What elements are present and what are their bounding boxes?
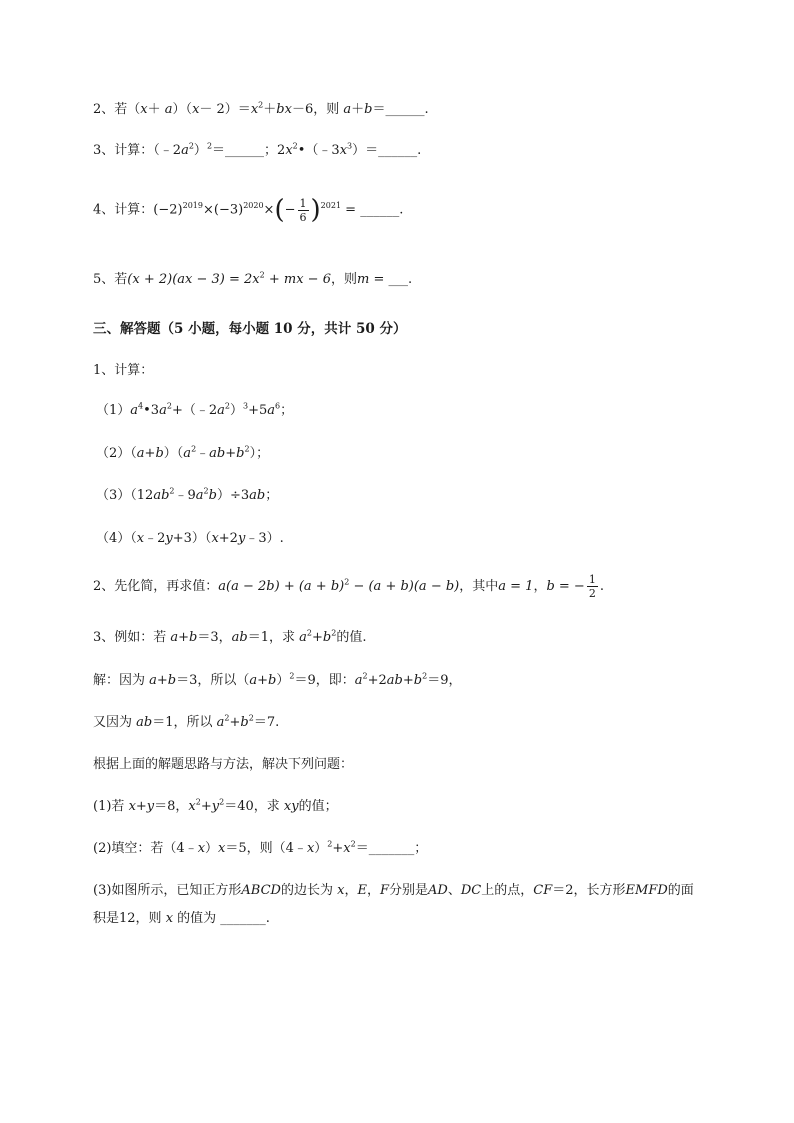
fraction-one-half: $\frac{1}{2}$ [588,573,596,600]
fill-blank-problem-5: 5、若$(x + 2)(ax - 3) = 2x^2$ + mx − 6，则m = ___. [93,270,413,287]
question-1-item-1: $(1)a^4•3a^2+(﹣2a^2)^3+5a^6$； [96,401,294,418]
question-3-line-4: 根据上面的解题思路与方法，解决下列问题： [93,757,354,772]
power-neg3: (−3) [213,202,244,218]
question-1-item-3: $(3)(12ab^2﹣9a^2b)\div 3ab$； [96,486,279,503]
question-3-line-1: 3、例如：若 a+b＝3，ab＝1，求 $a^2+b^2$的值. [93,628,367,645]
question-2: 2、先化简，再求值：$a(a - 2b) + (a + b)^2 - (a + b)(a - b)$，其中a = 1，b = − $\frac{1}{2}$ . [93,573,604,600]
fill-blank-problem-3: 3、计算：$(﹣2a^2)^2=\_\_\_\_\_\_$；$2x^2•(﹣3x^3)=\_\_\_\_\_\_$. [93,141,422,158]
fill-blank-problem-2: 2、若$(x+ a)(x- 2)=x^2+bx-6$，则 a＋b＝______. [93,100,429,117]
question-3-line-3: 又因为 ab＝1，所以 $a^2+b^2=7$. [93,713,280,730]
section-heading: 三、解答题（5 小题，每小题 10 分，共计 50 分） [93,321,407,337]
question-1-title: 1、计算： [93,363,154,378]
question-3-part-1: (1)若 x+y＝8，$x^2+y^2=40$，求 xy的值； [93,797,338,814]
question-3-part-3-cont: 积是12，则 x 的值为 _______. [93,911,270,926]
power-neg2: (−2) [153,202,183,218]
fill-blank-problem-4: 4、计算：$(-2)^{2019}\times(-3)^{2020}\times(-$ $\frac{1}{6}$ )$^{2021}$ = ______. [93,195,404,225]
question-3-part-3: (3)如图所示，已知正方形ABCD的边长为 x，E，F分别是AD、DC上的点，CF＝2，长方形EMFD的面 [93,883,694,898]
question-3-line-2: 解：因为 a+b＝3，所以$(a+b)^2=9$，即：$a^2+2ab+b^2=9$， [93,671,462,688]
question-1-item-4: （4）（x﹣2y+3）（x+2y﹣3）. [96,531,284,546]
question-3-part-2: (2)填空：若（4﹣x）x＝5，则$(4﹣x)^2+x^2=\_\_\_\_\_\_\_$； [93,839,428,856]
fraction-one-sixth: $\frac{1}{6}$ [299,196,307,224]
question-1-item-2: $(2)(a+b)(a^2﹣ab+b^2)$； [96,444,270,461]
